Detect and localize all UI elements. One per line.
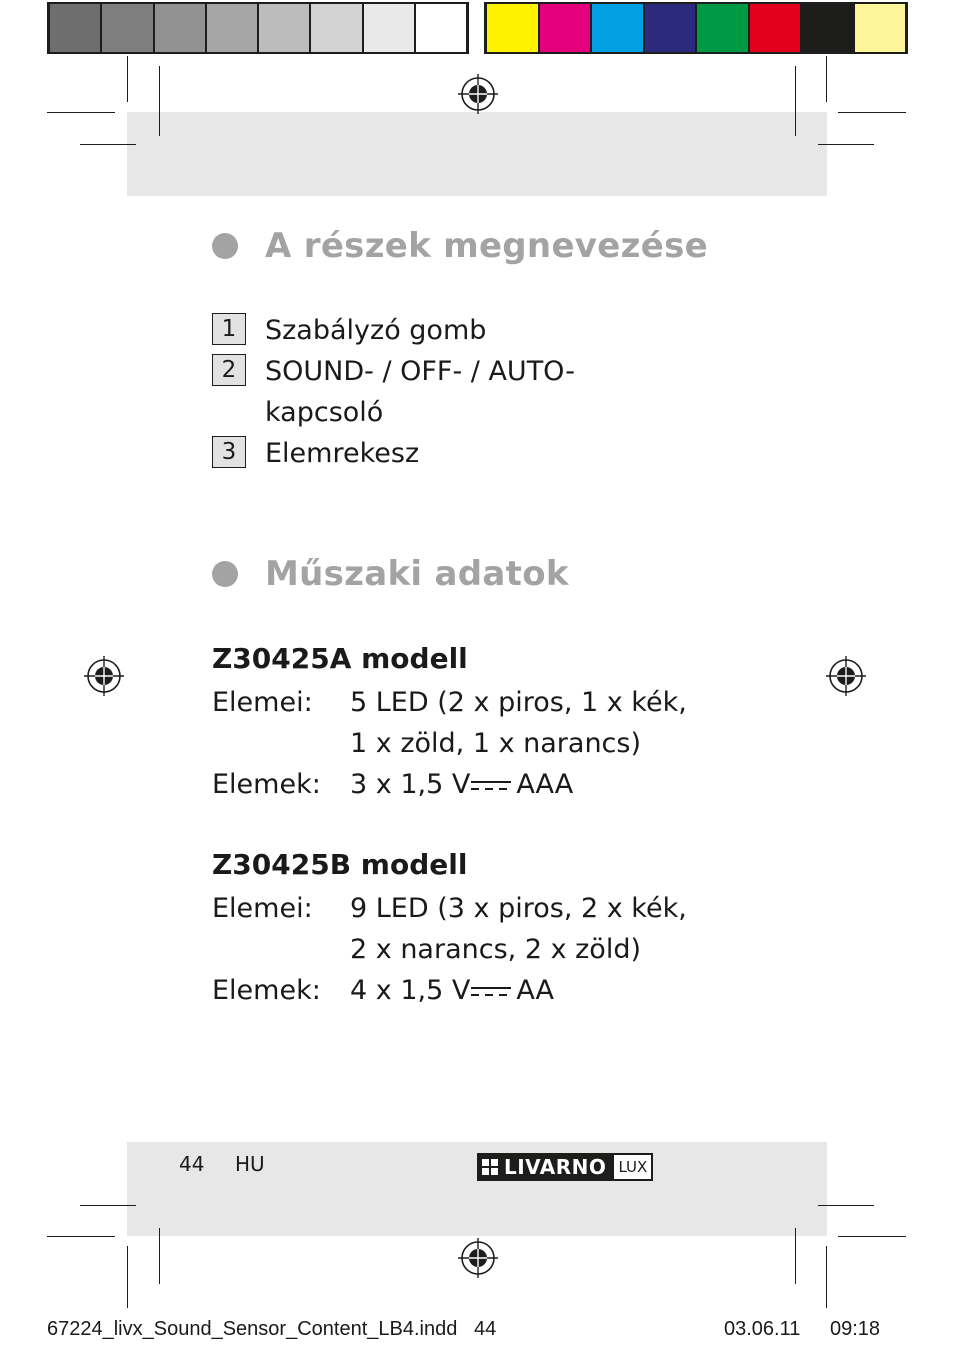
gray-swatch	[155, 4, 205, 52]
part-number-badge: 2	[212, 354, 246, 386]
slug-filename: 67224_livx_Sound_Sensor_Content_LB4.indd 44	[47, 1318, 497, 1340]
spec-label: Elemek:	[212, 769, 321, 800]
parts-heading-text: A részek megnevezése	[265, 226, 708, 266]
gray-swatch	[259, 4, 309, 52]
gray-calibration-bar	[47, 2, 469, 54]
crop-mark	[826, 56, 827, 102]
spec-label: Elemek:	[212, 975, 321, 1006]
spec-value-continued: 2 x narancs, 2 x zöld)	[350, 934, 642, 965]
specs-heading-text: Műszaki adatok	[265, 554, 569, 594]
gray-swatch	[364, 4, 414, 52]
spec-value-continued: 1 x zöld, 1 x narancs)	[350, 728, 642, 759]
model-b-title: Z30425B modell	[212, 848, 468, 881]
slug-date: 03.06.11	[724, 1318, 801, 1340]
color-swatch	[750, 4, 801, 52]
model-b-elements	[212, 888, 687, 970]
spec-value: 5 LED (2 x piros, 1 x kék,	[350, 687, 687, 718]
part-item-3	[212, 433, 419, 474]
color-swatch	[592, 4, 643, 52]
gray-swatch	[311, 4, 361, 52]
crop-mark	[80, 144, 136, 145]
battery-voltage: 3 x 1,5 V	[350, 769, 471, 800]
battery-type: AA	[516, 975, 555, 1006]
battery-type: AAA	[516, 769, 574, 800]
color-swatch	[697, 4, 748, 52]
gray-swatch	[102, 4, 152, 52]
color-swatch	[645, 4, 696, 52]
crop-mark	[826, 1246, 827, 1308]
color-swatch	[487, 4, 538, 52]
page-number: 44	[179, 1152, 205, 1176]
specs-heading	[212, 554, 569, 594]
battery-voltage: 4 x 1,5 V	[350, 975, 471, 1006]
crop-mark	[127, 56, 128, 102]
logo-squares-icon	[482, 1159, 498, 1175]
spec-label: Elemei:	[212, 893, 313, 924]
logo-text: LIVARNO	[504, 1155, 607, 1179]
part-label: Elemrekesz	[265, 438, 420, 469]
crop-mark	[818, 144, 874, 145]
crop-mark	[838, 112, 906, 113]
crop-mark	[47, 112, 115, 113]
color-swatch	[540, 4, 591, 52]
crop-mark	[80, 1205, 136, 1206]
livarno-lux-logo	[477, 1153, 653, 1181]
model-a-elements	[212, 682, 687, 764]
part-label: SOUND- / OFF- / AUTO-	[265, 356, 575, 387]
language-code: HU	[235, 1152, 265, 1176]
dc-symbol-icon	[471, 985, 511, 999]
gray-swatch	[416, 4, 466, 52]
part-item-1	[212, 310, 486, 351]
gray-swatch	[50, 4, 100, 52]
part-item-2	[212, 351, 575, 433]
crop-mark	[47, 1236, 115, 1237]
slug-time: 09:18	[830, 1318, 881, 1340]
heading-bullet-icon	[212, 561, 238, 587]
gray-swatch	[207, 4, 257, 52]
color-swatch	[855, 4, 906, 52]
logo-lux: LUX	[612, 1153, 653, 1181]
crop-mark	[838, 1236, 906, 1237]
part-number-badge: 1	[212, 313, 246, 345]
registration-mark-icon	[824, 654, 868, 698]
header-panel	[127, 112, 827, 196]
spec-value: 9 LED (3 x piros, 2 x kék,	[350, 893, 687, 924]
part-number-badge: 3	[212, 436, 246, 468]
model-a-title: Z30425A modell	[212, 642, 468, 675]
part-label: Szabályzó gomb	[265, 315, 487, 346]
logo-main	[477, 1153, 612, 1181]
crop-mark	[818, 1205, 874, 1206]
color-calibration-bar	[484, 2, 908, 54]
crop-mark	[127, 1246, 128, 1308]
spec-label: Elemei:	[212, 687, 313, 718]
crop-mark	[159, 1228, 160, 1284]
registration-mark-icon	[82, 654, 126, 698]
model-a-battery	[212, 764, 573, 805]
crop-mark	[795, 1228, 796, 1284]
parts-heading	[212, 226, 708, 266]
model-b-battery	[212, 970, 554, 1011]
crop-mark	[159, 66, 160, 136]
dc-symbol-icon	[471, 779, 511, 793]
part-label-continued: kapcsoló	[265, 397, 384, 428]
registration-mark-icon	[456, 72, 500, 116]
registration-mark-icon	[456, 1236, 500, 1280]
heading-bullet-icon	[212, 233, 238, 259]
crop-mark	[795, 66, 796, 136]
color-swatch	[802, 4, 853, 52]
